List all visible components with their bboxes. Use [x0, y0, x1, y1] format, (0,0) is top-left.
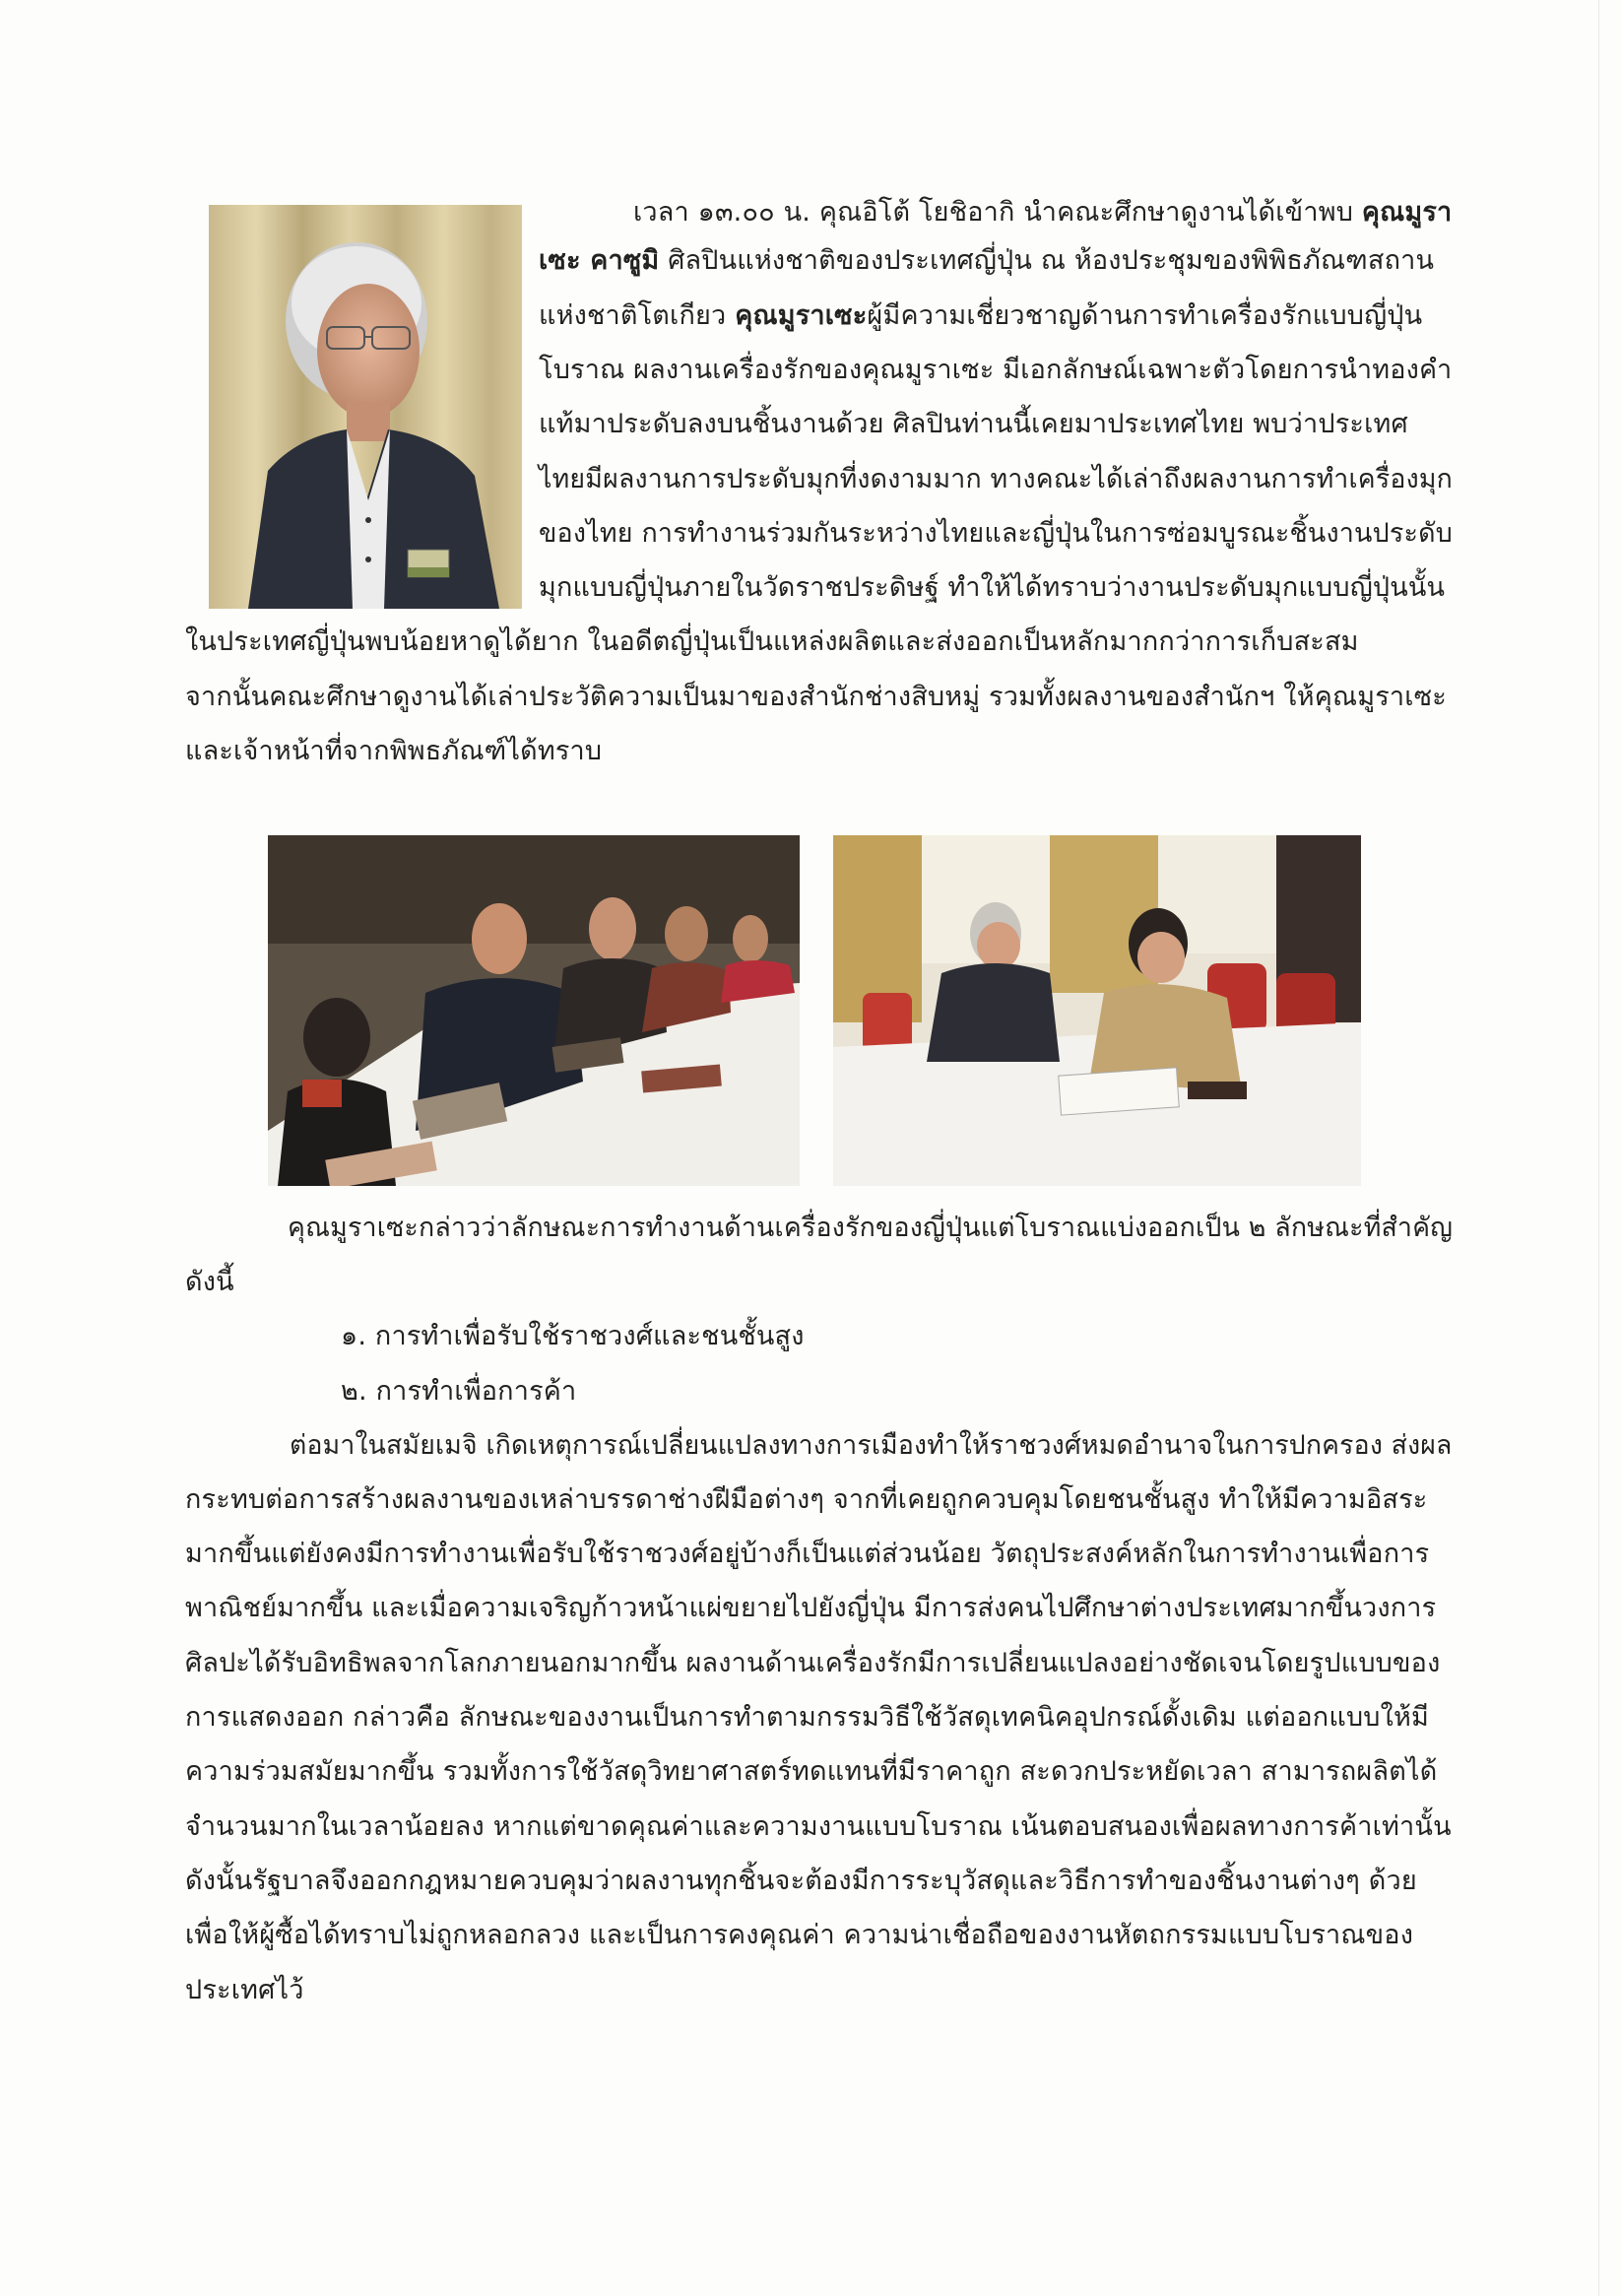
paragraph3-line: มากขึ้นแต่ยังคงมีการทำงานเพื่อรับใช้ราชวงศ์อยู่บ้างก็เป็นแต่ส่วนน้อย วัตถุประสงค์หลักในการทำงานเพื่อการ — [185, 1539, 1430, 1569]
meeting-photo-right — [833, 835, 1361, 1186]
paragraph1-line: แท้มาประดับลงบนชิ้นงานด้วย ศิลปินท่านนี้เคยมาประเทศไทย พบว่าประเทศ — [539, 409, 1408, 439]
paragraph1-line: มุกแบบญี่ปุ่นภายในวัดราชประดิษฐ์ ทำให้ได้ทราบว่างานประดับมุกแบบญี่ปุ่นนั้น — [539, 572, 1446, 603]
paragraph3-line: การแสดงออก กล่าวคือ ลักษณะของงานเป็นการทำตามกรรมวิธีใช้วัสดุเทคนิคอุปกรณ์ดั้งเดิม แต่ออกแบบให้มี — [185, 1702, 1430, 1733]
paragraph1-line: ในประเทศญี่ปุ่นพบน้อยหาดูได้ยาก ในอดีตญี่ปุ่นเป็นแหล่งผลิตและส่งออกเป็นหลักมากกว่าการเก็บสะสม — [185, 626, 1359, 657]
text-run: ผู้มีความเชี่ยวชาญด้านการทำเครื่องรักแบบญี่ปุ่น — [867, 300, 1423, 331]
paragraph3-line: กระทบต่อการสร้างผลงานของเหล่าบรรดาช่างฝีมือต่างๆ จากที่เคยถูกควบคุมโดยชนชั้นสูง ทำให้มีความอิสระ — [185, 1484, 1428, 1515]
person-name: เซะ คาซูมิ — [539, 245, 660, 276]
portrait-photo — [209, 205, 522, 609]
page-edge-shadow — [1598, 0, 1599, 2296]
paragraph3-line: ดังนั้นรัฐบาลจึงออกกฎหมายควบคุมว่าผลงานทุกชิ้นจะต้องมีการระบุวัสดุและวิธีการทำของชิ้นงานต่างๆ ด้วย — [185, 1866, 1417, 1896]
paragraph3-line: ต่อมาในสมัยเมจิ เกิดเหตุการณ์เปลี่ยนแปลงทางการเมืองทำให้ราชวงศ์หมดอำนาจในการปกครอง ส่งผล — [290, 1430, 1453, 1461]
paragraph3-line: เพื่อให้ผู้ซื้อได้ทราบไม่ถูกหลอกลวง และเป็นการคงคุณค่า ความน่าเชื่อถือของงานหัตถกรรมแบบโบราณของ — [185, 1920, 1414, 1950]
paragraph1-line: จากนั้นคณะศึกษาดูงานได้เล่าประวัติความเป็นมาของสำนักช่างสิบหมู่ รวมทั้งผลงานของสำนักฯ ให้คุณมูราเซะ — [185, 682, 1447, 712]
person-name: คุณมูราเซะ — [735, 300, 868, 331]
paragraph3-line: ประเทศไว้ — [185, 1975, 304, 2005]
paragraph1-line: และเจ้าหน้าที่จากพิพธภัณฑ์ได้ทราบ — [185, 736, 603, 766]
paragraph2-line: คุณมูราเซะกล่าวว่าลักษณะการทำงานด้านเครื่องรักของญี่ปุ่นแต่โบราณแบ่งออกเป็น ๒ ลักษณะที่สำคัญ — [288, 1213, 1454, 1243]
paragraph1-line — [539, 236, 1434, 286]
paragraph3-line: พาณิชย์มากขึ้น และเมื่อความเจริญก้าวหน้าแผ่ขยายไปยังญี่ปุ่น มีการส่งคนไปศึกษาต่างประเทศมากขึ้นวงการ — [185, 1593, 1437, 1623]
paragraph1-line: ไทยมีผลงานการประดับมุกที่งดงามมาก ทางคณะได้เล่าถึงผลงานการทำเครื่องมุก — [539, 464, 1454, 494]
paragraph1-line: โบราณ ผลงานเครื่องรักของคุณมูราเซะ มีเอกลักษณ์เฉพาะตัวโดยการนำทองคำ — [539, 355, 1453, 385]
paragraph2-line: ดังนี้ — [185, 1267, 234, 1297]
person-name: คุณมูรา — [1361, 197, 1453, 228]
text-run: ศิลปินแห่งชาติของประเทศญี่ปุ่น ณ ห้องประชุมของพิพิธภัณฑสถาน — [659, 245, 1435, 276]
list-item: ๑. การทำเพื่อรับใช้ราชวงศ์และชนชั้นสูง — [341, 1321, 805, 1351]
paragraph3-line: ศิลปะได้รับอิทธิพลจากโลกภายนอกมากขึ้น ผลงานด้านเครื่องรักมีการเปลี่ยนแปลงอย่างชัดเจนโดยรูปแบบของ — [185, 1648, 1441, 1678]
list-item: ๒. การทำเพื่อการค้า — [341, 1376, 577, 1407]
paragraph1-line — [633, 188, 1452, 237]
paragraph3-line: ความร่วมสมัยมากขึ้น รวมทั้งการใช้วัสดุวิทยาศาสตร์ทดแทนที่มีราคาถูก สะดวกประหยัดเวลา สามารถผลิตได้ — [185, 1756, 1438, 1787]
paragraph1-line: ของไทย การทำงานร่วมกันระหว่างไทยและญี่ปุ่นในการซ่อมบูรณะชิ้นงานประดับ — [539, 518, 1453, 549]
paragraph1-line — [539, 292, 1422, 341]
paragraph3-line: จำนวนมากในเวลาน้อยลง หากแต่ขาดคุณค่าและความงานแบบโบราณ เน้นตอบสนองเพื่อผลทางการค้าเท่านั้น — [185, 1811, 1452, 1842]
meeting-photo-left — [268, 835, 800, 1186]
text-run: เวลา ๑๓.๐๐ น. คุณอิโต้ โยชิอากิ นำคณะศึกษาดูงานได้เข้าพบ — [633, 197, 1362, 228]
text-run: แห่งชาติโตเกียว — [539, 300, 736, 331]
